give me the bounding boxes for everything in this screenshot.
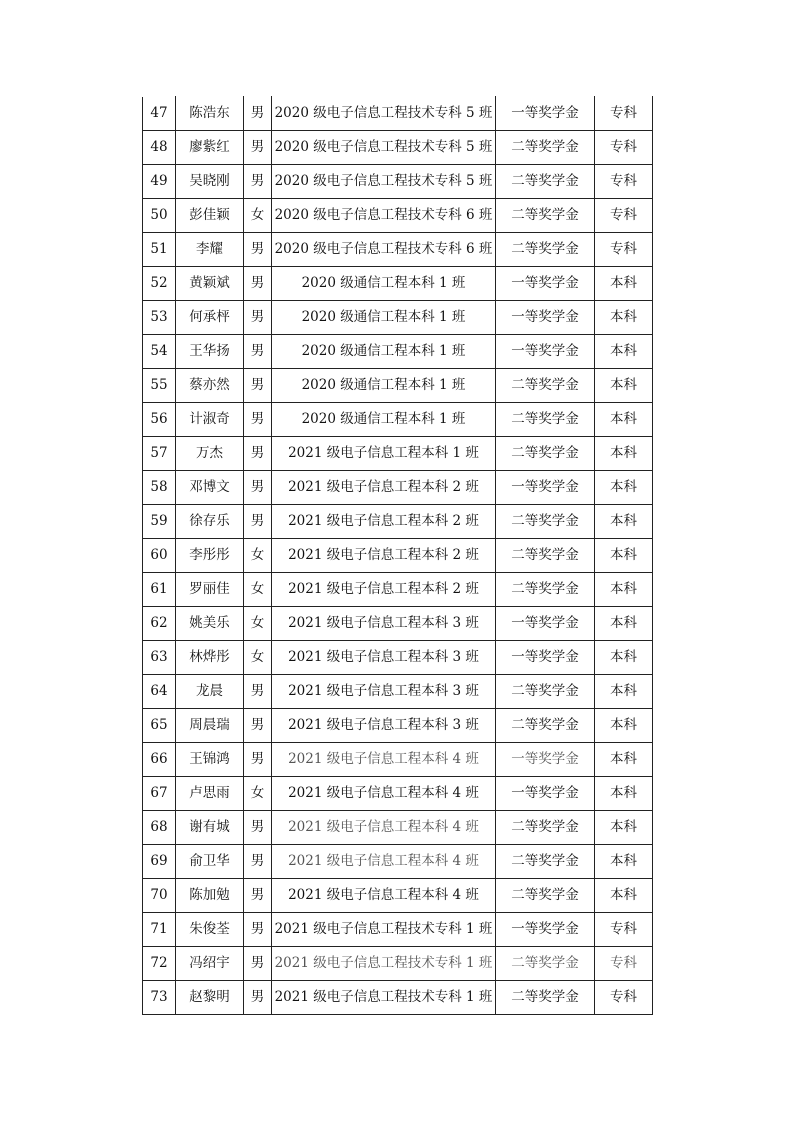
gender-cell: 女 xyxy=(244,539,272,573)
award-type-cell: 一等奖学金 xyxy=(496,777,595,811)
award-type-cell: 一等奖学金 xyxy=(496,267,595,301)
class-name-cell: 2020 级通信工程本科 1 班 xyxy=(272,369,496,403)
row-number-cell: 48 xyxy=(143,131,176,165)
table-row xyxy=(143,743,653,777)
degree-level-cell: 本科 xyxy=(595,437,653,471)
gender-cell: 男 xyxy=(244,267,272,301)
row-number-cell: 63 xyxy=(143,641,176,675)
award-type-cell: 一等奖学金 xyxy=(496,97,595,131)
award-type-cell: 二等奖学金 xyxy=(496,709,595,743)
award-type-cell: 二等奖学金 xyxy=(496,845,595,879)
row-number-cell: 72 xyxy=(143,947,176,981)
table-row xyxy=(143,947,653,981)
row-number-cell: 57 xyxy=(143,437,176,471)
award-type-cell: 一等奖学金 xyxy=(496,335,595,369)
gender-cell: 男 xyxy=(244,301,272,335)
student-name-cell: 朱俊荃 xyxy=(176,913,244,947)
award-type-cell: 二等奖学金 xyxy=(496,539,595,573)
class-name-cell: 2021 级电子信息工程本科 3 班 xyxy=(272,675,496,709)
table-row xyxy=(143,709,653,743)
row-number-cell: 56 xyxy=(143,403,176,437)
student-name-cell: 俞卫华 xyxy=(176,845,244,879)
student-name-cell: 李耀 xyxy=(176,233,244,267)
award-type-cell: 二等奖学金 xyxy=(496,437,595,471)
table-row xyxy=(143,607,653,641)
class-name-cell: 2020 级电子信息工程技术专科 5 班 xyxy=(272,97,496,131)
degree-level-cell: 本科 xyxy=(595,709,653,743)
table-row xyxy=(143,539,653,573)
class-name-cell: 2021 级电子信息工程本科 3 班 xyxy=(272,607,496,641)
class-name-cell: 2021 级电子信息工程技术专科 1 班 xyxy=(272,947,496,981)
gender-cell: 女 xyxy=(244,777,272,811)
class-name-cell: 2021 级电子信息工程本科 3 班 xyxy=(272,641,496,675)
degree-level-cell: 专科 xyxy=(595,981,653,1015)
student-name-cell: 蔡亦然 xyxy=(176,369,244,403)
table-row xyxy=(143,403,653,437)
student-name-cell: 冯绍宇 xyxy=(176,947,244,981)
class-name-cell: 2020 级电子信息工程技术专科 6 班 xyxy=(272,199,496,233)
degree-level-cell: 专科 xyxy=(595,199,653,233)
gender-cell: 男 xyxy=(244,811,272,845)
award-type-cell: 二等奖学金 xyxy=(496,369,595,403)
gender-cell: 女 xyxy=(244,199,272,233)
degree-level-cell: 专科 xyxy=(595,131,653,165)
class-name-cell: 2021 级电子信息工程本科 2 班 xyxy=(272,539,496,573)
row-number-cell: 54 xyxy=(143,335,176,369)
gender-cell: 男 xyxy=(244,165,272,199)
award-type-cell: 二等奖学金 xyxy=(496,947,595,981)
student-name-cell: 周晨瑞 xyxy=(176,709,244,743)
degree-level-cell: 本科 xyxy=(595,267,653,301)
student-name-cell: 陈加勉 xyxy=(176,879,244,913)
degree-level-cell: 本科 xyxy=(595,573,653,607)
table-row xyxy=(143,675,653,709)
table-row xyxy=(143,845,653,879)
row-number-cell: 47 xyxy=(143,97,176,131)
degree-level-cell: 本科 xyxy=(595,403,653,437)
table-row xyxy=(143,335,653,369)
gender-cell: 女 xyxy=(244,573,272,607)
table-row xyxy=(143,301,653,335)
student-name-cell: 李彤彤 xyxy=(176,539,244,573)
table-row xyxy=(143,165,653,199)
award-type-cell: 二等奖学金 xyxy=(496,505,595,539)
class-name-cell: 2020 级通信工程本科 1 班 xyxy=(272,301,496,335)
degree-level-cell: 专科 xyxy=(595,233,653,267)
class-name-cell: 2021 级电子信息工程本科 4 班 xyxy=(272,845,496,879)
table-row xyxy=(143,879,653,913)
table-row xyxy=(143,777,653,811)
scholarship-table xyxy=(142,96,653,1015)
table-row xyxy=(143,369,653,403)
student-name-cell: 姚美乐 xyxy=(176,607,244,641)
row-number-cell: 59 xyxy=(143,505,176,539)
award-type-cell: 二等奖学金 xyxy=(496,573,595,607)
class-name-cell: 2020 级通信工程本科 1 班 xyxy=(272,335,496,369)
degree-level-cell: 本科 xyxy=(595,301,653,335)
student-name-cell: 吴晓刚 xyxy=(176,165,244,199)
class-name-cell: 2021 级电子信息工程技术专科 1 班 xyxy=(272,981,496,1015)
class-name-cell: 2021 级电子信息工程本科 2 班 xyxy=(272,505,496,539)
table-row xyxy=(143,131,653,165)
class-name-cell: 2020 级电子信息工程技术专科 6 班 xyxy=(272,233,496,267)
student-name-cell: 万杰 xyxy=(176,437,244,471)
class-name-cell: 2020 级通信工程本科 1 班 xyxy=(272,267,496,301)
row-number-cell: 52 xyxy=(143,267,176,301)
award-type-cell: 一等奖学金 xyxy=(496,607,595,641)
row-number-cell: 70 xyxy=(143,879,176,913)
class-name-cell: 2021 级电子信息工程本科 4 班 xyxy=(272,777,496,811)
table-row xyxy=(143,641,653,675)
gender-cell: 男 xyxy=(244,981,272,1015)
student-name-cell: 廖紫红 xyxy=(176,131,244,165)
row-number-cell: 62 xyxy=(143,607,176,641)
row-number-cell: 61 xyxy=(143,573,176,607)
gender-cell: 男 xyxy=(244,437,272,471)
row-number-cell: 73 xyxy=(143,981,176,1015)
row-number-cell: 69 xyxy=(143,845,176,879)
class-name-cell: 2021 级电子信息工程本科 1 班 xyxy=(272,437,496,471)
class-name-cell: 2020 级电子信息工程技术专科 5 班 xyxy=(272,131,496,165)
table-row xyxy=(143,981,653,1015)
table-row xyxy=(143,471,653,505)
degree-level-cell: 专科 xyxy=(595,947,653,981)
row-number-cell: 55 xyxy=(143,369,176,403)
gender-cell: 女 xyxy=(244,641,272,675)
student-name-cell: 何承枰 xyxy=(176,301,244,335)
gender-cell: 男 xyxy=(244,403,272,437)
gender-cell: 男 xyxy=(244,675,272,709)
award-type-cell: 二等奖学金 xyxy=(496,675,595,709)
row-number-cell: 64 xyxy=(143,675,176,709)
student-name-cell: 邓博文 xyxy=(176,471,244,505)
class-name-cell: 2020 级电子信息工程技术专科 5 班 xyxy=(272,165,496,199)
degree-level-cell: 本科 xyxy=(595,607,653,641)
award-type-cell: 二等奖学金 xyxy=(496,199,595,233)
table-row xyxy=(143,199,653,233)
award-type-cell: 二等奖学金 xyxy=(496,233,595,267)
class-name-cell: 2021 级电子信息工程本科 2 班 xyxy=(272,573,496,607)
table-row xyxy=(143,437,653,471)
student-name-cell: 卢思雨 xyxy=(176,777,244,811)
gender-cell: 女 xyxy=(244,607,272,641)
row-number-cell: 53 xyxy=(143,301,176,335)
degree-level-cell: 本科 xyxy=(595,777,653,811)
gender-cell: 男 xyxy=(244,233,272,267)
table-row xyxy=(143,97,653,131)
student-name-cell: 计淑奇 xyxy=(176,403,244,437)
student-name-cell: 黄颖斌 xyxy=(176,267,244,301)
gender-cell: 男 xyxy=(244,913,272,947)
degree-level-cell: 本科 xyxy=(595,539,653,573)
degree-level-cell: 本科 xyxy=(595,811,653,845)
student-name-cell: 王华扬 xyxy=(176,335,244,369)
table-row xyxy=(143,267,653,301)
gender-cell: 男 xyxy=(244,879,272,913)
row-number-cell: 50 xyxy=(143,199,176,233)
gender-cell: 男 xyxy=(244,131,272,165)
row-number-cell: 68 xyxy=(143,811,176,845)
degree-level-cell: 专科 xyxy=(595,165,653,199)
gender-cell: 男 xyxy=(244,505,272,539)
gender-cell: 男 xyxy=(244,845,272,879)
gender-cell: 男 xyxy=(244,369,272,403)
row-number-cell: 60 xyxy=(143,539,176,573)
award-type-cell: 一等奖学金 xyxy=(496,913,595,947)
student-name-cell: 赵黎明 xyxy=(176,981,244,1015)
student-name-cell: 王锦鸿 xyxy=(176,743,244,777)
degree-level-cell: 本科 xyxy=(595,505,653,539)
table-body xyxy=(143,97,653,1015)
gender-cell: 男 xyxy=(244,947,272,981)
student-name-cell: 徐存乐 xyxy=(176,505,244,539)
award-type-cell: 二等奖学金 xyxy=(496,879,595,913)
gender-cell: 男 xyxy=(244,743,272,777)
student-name-cell: 龙晨 xyxy=(176,675,244,709)
class-name-cell: 2021 级电子信息工程本科 2 班 xyxy=(272,471,496,505)
class-name-cell: 2021 级电子信息工程本科 3 班 xyxy=(272,709,496,743)
table-row xyxy=(143,811,653,845)
row-number-cell: 66 xyxy=(143,743,176,777)
row-number-cell: 65 xyxy=(143,709,176,743)
table-row xyxy=(143,573,653,607)
row-number-cell: 71 xyxy=(143,913,176,947)
student-name-cell: 谢有城 xyxy=(176,811,244,845)
degree-level-cell: 本科 xyxy=(595,471,653,505)
award-type-cell: 二等奖学金 xyxy=(496,165,595,199)
award-type-cell: 二等奖学金 xyxy=(496,403,595,437)
degree-level-cell: 本科 xyxy=(595,675,653,709)
degree-level-cell: 专科 xyxy=(595,97,653,131)
row-number-cell: 49 xyxy=(143,165,176,199)
gender-cell: 男 xyxy=(244,709,272,743)
class-name-cell: 2021 级电子信息工程本科 4 班 xyxy=(272,879,496,913)
degree-level-cell: 专科 xyxy=(595,913,653,947)
award-type-cell: 一等奖学金 xyxy=(496,743,595,777)
student-name-cell: 彭佳颖 xyxy=(176,199,244,233)
award-type-cell: 二等奖学金 xyxy=(496,131,595,165)
class-name-cell: 2021 级电子信息工程本科 4 班 xyxy=(272,811,496,845)
gender-cell: 男 xyxy=(244,97,272,131)
degree-level-cell: 本科 xyxy=(595,743,653,777)
table-row xyxy=(143,913,653,947)
row-number-cell: 67 xyxy=(143,777,176,811)
degree-level-cell: 本科 xyxy=(595,845,653,879)
gender-cell: 男 xyxy=(244,335,272,369)
degree-level-cell: 本科 xyxy=(595,335,653,369)
table-row xyxy=(143,233,653,267)
degree-level-cell: 本科 xyxy=(595,879,653,913)
degree-level-cell: 本科 xyxy=(595,369,653,403)
award-type-cell: 一等奖学金 xyxy=(496,301,595,335)
class-name-cell: 2021 级电子信息工程技术专科 1 班 xyxy=(272,913,496,947)
award-type-cell: 二等奖学金 xyxy=(496,981,595,1015)
class-name-cell: 2020 级通信工程本科 1 班 xyxy=(272,403,496,437)
degree-level-cell: 本科 xyxy=(595,641,653,675)
award-type-cell: 一等奖学金 xyxy=(496,641,595,675)
row-number-cell: 58 xyxy=(143,471,176,505)
award-type-cell: 二等奖学金 xyxy=(496,811,595,845)
student-name-cell: 罗丽佳 xyxy=(176,573,244,607)
student-name-cell: 陈浩东 xyxy=(176,97,244,131)
row-number-cell: 51 xyxy=(143,233,176,267)
table-row xyxy=(143,505,653,539)
class-name-cell: 2021 级电子信息工程本科 4 班 xyxy=(272,743,496,777)
student-name-cell: 林烨彤 xyxy=(176,641,244,675)
award-type-cell: 一等奖学金 xyxy=(496,471,595,505)
gender-cell: 男 xyxy=(244,471,272,505)
